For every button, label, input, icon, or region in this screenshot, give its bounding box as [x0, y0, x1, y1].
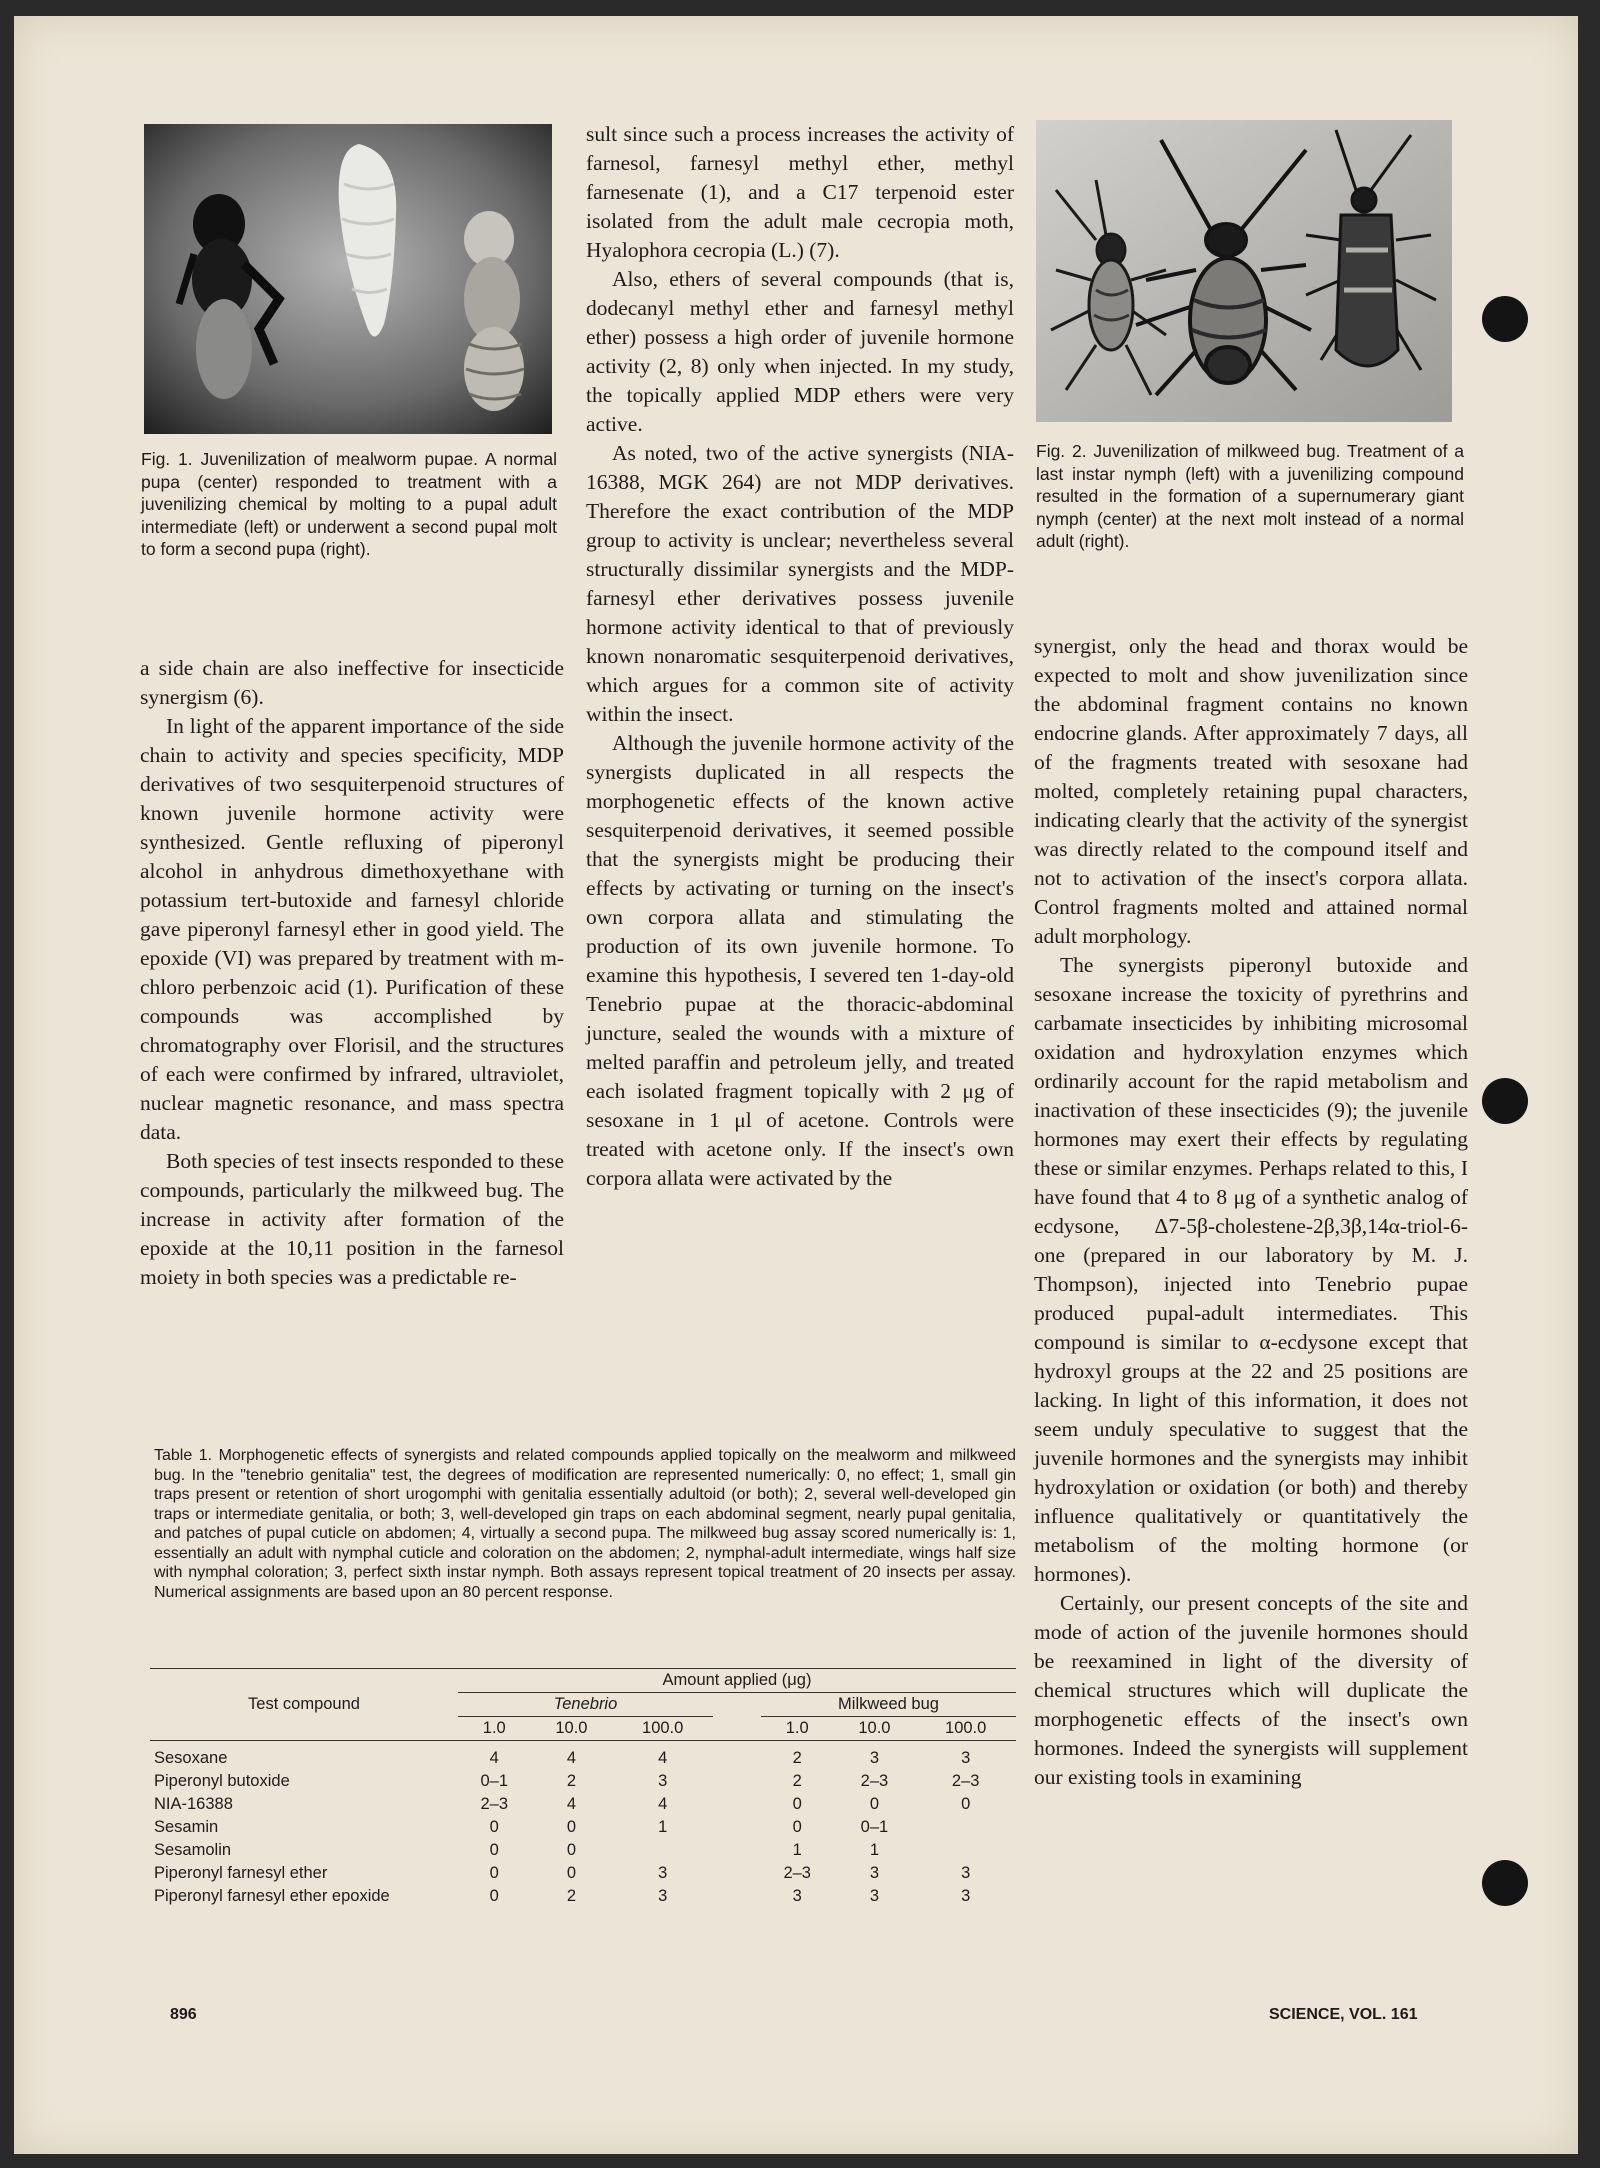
journal-footer: SCIENCE, VOL. 161 — [1269, 2006, 1418, 2023]
cell-milkweed-value: 2–3 — [860, 1772, 889, 1790]
fig1-caption: Fig. 1. Juvenilization of mealworm pupae. A normal pupa (center) responded to treatment with a juvenilizing chemical by molting to a pupal adult intermediate (left) or underwent a second pupal molt to form a second pupa (right). — [141, 449, 557, 559]
cell-tenebrio-value: 3 — [658, 1864, 668, 1882]
table-row — [150, 1885, 1016, 1908]
cell-tenebrio-value: 0–1 — [480, 1772, 509, 1790]
cell-spacer — [713, 1885, 761, 1908]
cell-tenebrio-value: 4 — [658, 1749, 668, 1767]
fig1-photo-svg — [144, 124, 552, 434]
cell-milkweed-value: 3 — [792, 1887, 802, 1905]
header-dose: 1.0 — [785, 1719, 809, 1737]
cell-tenebrio-value: 3 — [658, 1772, 668, 1790]
right-paragraph-3: Certainly, our present concepts of the site and mode of action of the juvenile hormones should be reexamined in light of the diversity of chemical structures which will duplicate the morphogenetic effects of the insect's own hormones. Indeed the synergists will supplement our existing tools in examining — [1034, 1591, 1468, 1789]
cell-tenebrio-value: 2 — [566, 1772, 577, 1790]
middle-paragraph-3: As noted, two of the active synergists (NIA-16388, MGK 264) are not MDP derivatives. Therefore the exact contribution of the MDP group to activity is unclear; nevertheless several structurally dissimilar synergists and the MDP-farnesyl ether derivatives possess juvenile hormone activity identical to that of previously known nonaromatic sesquiterpenoid derivatives, which argues for a common site of activity within the insect. — [586, 441, 1014, 726]
cell-tenebrio-value: 0 — [489, 1841, 499, 1859]
cell-tenebrio-value: 0 — [489, 1864, 499, 1882]
cell-spacer — [713, 1770, 761, 1793]
cell-tenebrio-value: 0 — [566, 1818, 577, 1836]
cell-compound-name: Sesoxane — [154, 1749, 228, 1767]
cell-tenebrio-value: 4 — [489, 1749, 499, 1767]
middle-paragraph-2: Also, ethers of several compounds (that is, dodecanyl methyl ether and farnesyl methyl ether) possess a high order of juvenile hormone activity (2, 8) only when injected. In my study, the topically applied MDP ethers were very active. — [586, 267, 1014, 436]
header-dose: 1.0 — [482, 1719, 506, 1737]
table-row — [150, 1741, 1016, 1771]
cell-tenebrio-value: 1 — [658, 1818, 668, 1836]
cell-milkweed-value: 1 — [792, 1841, 802, 1859]
cell-tenebrio-value: 0 — [566, 1841, 577, 1859]
journal-page — [14, 16, 1578, 2154]
cell-milkweed-value: 3 — [961, 1864, 971, 1882]
punch-hole-middle — [1482, 1078, 1528, 1124]
cell-milkweed-value: 2 — [792, 1749, 802, 1767]
left-column — [140, 654, 564, 1292]
header-spacer — [713, 1693, 761, 1717]
cell-tenebrio-value: 0 — [566, 1864, 577, 1882]
cell-tenebrio-value: 2 — [566, 1887, 577, 1905]
punch-hole-top — [1482, 296, 1528, 342]
data-table — [150, 1668, 1016, 1908]
cell-tenebrio-value: 3 — [658, 1887, 668, 1905]
header-dose: 100.0 — [945, 1719, 987, 1737]
fig1-photo — [144, 124, 552, 434]
cell-compound-name: Piperonyl butoxide — [154, 1772, 290, 1790]
left-paragraph-3: Both species of test insects responded to these compounds, particularly the milkweed bug. The increase in activity after formation of the epoxide at the 10,11 position in the farnesol moiety in both species was a predictable re- — [140, 1149, 564, 1289]
cell-tenebrio-value: 4 — [658, 1795, 668, 1813]
header-dose: 10.0 — [555, 1719, 588, 1737]
right-column — [1034, 632, 1468, 1792]
cell-milkweed-value: 0 — [792, 1818, 802, 1836]
middle-column — [586, 120, 1014, 1193]
cell-tenebrio-value: 4 — [566, 1795, 577, 1813]
cell-milkweed-value: 3 — [869, 1887, 879, 1905]
cell-tenebrio-value: 0 — [489, 1887, 499, 1905]
cell-tenebrio-value — [612, 1839, 713, 1862]
fig2-caption: Fig. 2. Juvenilization of milkweed bug. Treatment of a last instar nymph (left) with a juvenilizing compound resulted in the formation of a supernumerary giant nymph (center) at the next molt instead of a normal adult (right). — [1036, 441, 1464, 551]
middle-paragraph-4: Although the juvenile hormone activity of the synergists duplicated in all respects the morphogenetic effects of the known active sesquiterpenoid derivatives, it seemed possible that the synergists might be producing their effects by activating or turning on the insect's own corpora allata and stimulating the production of its own juvenile hormone. To examine this hypothesis, I severed ten 1-day-old Tenebrio pupae at the thoracic-abdominal juncture, sealed the wounds with a mixture of melted paraffin and petroleum jelly, and treated each isolated fragment topically with 2 μg of sesoxane in 1 μl of acetone. Controls were treated with acetone only. If the insect's own corpora allata were activated by the — [586, 731, 1014, 1190]
header-group-milkweed: Milkweed bug — [761, 1693, 1016, 1717]
cell-spacer — [713, 1862, 761, 1885]
cell-milkweed-value: 3 — [869, 1864, 879, 1882]
cell-milkweed-value — [915, 1839, 1016, 1862]
cell-tenebrio-value: 4 — [566, 1749, 577, 1767]
header-test-compound: Test compound — [248, 1695, 360, 1713]
table-row — [150, 1770, 1016, 1793]
page-number: 896 — [170, 2006, 197, 2023]
cell-milkweed-value: 0 — [792, 1795, 802, 1813]
header-amount-applied: Amount applied (μg) — [458, 1669, 1016, 1693]
header-dose: 100.0 — [642, 1719, 684, 1737]
table-row — [150, 1862, 1016, 1885]
cell-milkweed-value: 1 — [869, 1841, 879, 1859]
cell-milkweed-value: 0 — [869, 1795, 879, 1813]
cell-milkweed-value — [915, 1816, 1016, 1839]
cell-compound-name: Sesamolin — [154, 1841, 232, 1859]
fig2-photo-svg — [1036, 120, 1452, 422]
right-paragraph-1: synergist, only the head and thorax would be expected to molt and show juvenilization since the abdominal fragment contains no known endocrine glands. After approximately 7 days, all of the fragments treated with sesoxane had molted, completely retaining pupal characters, indicating clearly that the activity of the synergist was directly related to the compound itself and not to activation of the insect's corpora allata. Control fragments molted and attained normal adult morphology. — [1034, 634, 1468, 948]
cell-milkweed-value: 2 — [792, 1772, 802, 1790]
middle-paragraph-1: sult since such a process increases the activity of farnesol, farnesyl methyl ether, methyl farnesenate (1), and a C17 terpenoid ester isolated from the adult male cecropia moth, Hyalophora cecropia (L.) (7). — [586, 122, 1014, 262]
table-row — [150, 1816, 1016, 1839]
cell-compound-name: Piperonyl farnesyl ether — [154, 1864, 328, 1882]
cell-compound-name: NIA-16388 — [154, 1795, 233, 1813]
table-row — [150, 1793, 1016, 1816]
fig2-photo — [1036, 120, 1452, 422]
table-body — [150, 1741, 1016, 1909]
cell-milkweed-value: 3 — [961, 1887, 971, 1905]
left-paragraph-2: In light of the apparent importance of the side chain to activity and species specificity, MDP derivatives of two sesquiterpenoid structures of known juvenile hormone activity were synthesized. Gentle refluxing of piperonyl alcohol in anhydrous dimethoxyethane with potassium tert-butoxide and farnesyl chloride gave piperonyl farnesyl ether in good yield. The epoxide (VI) was prepared by treatment with m-chloro perbenzoic acid (1). Purification of these compounds was accomplished by chromatography over Florisil, and the structures of each were confirmed by infrared, ultraviolet, nuclear magnetic resonance, and mass spectra data. — [140, 714, 564, 1144]
cell-milkweed-value: 0–1 — [860, 1818, 889, 1836]
cell-compound-name: Sesamin — [154, 1818, 219, 1836]
left-paragraph-1: a side chain are also ineffective for insecticide synergism (6). — [140, 656, 564, 709]
table-caption: Table 1. Morphogenetic effects of synergists and related compounds applied topically on the mealworm and milkweed bug. In the "tenebrio genitalia" test, the degrees of modification are represented numerically: 0, no effect; 1, small gin traps present or retention of short urogomphi with genitalia essentially adultoid (or both); 2, several well-developed gin traps or intermediate genitalia, or both; 3, well-developed gin traps on each abdominal segment, nearly pupal genitalia, and patches of pupal cuticle on abdomen; 4, virtually a second pupa. The milkweed bug assay scored numerically is: 1, essentially an adult with nymphal cuticle and coloration on the abdomen; 2, nymphal-adult intermediate, wings half size with nymphal coloration; 3, perfect sixth instar nymph. Both assays represent topical treatment of 20 insects per assay. Numerical assignments are based upon an 80 percent response. — [154, 1447, 1016, 1601]
cell-tenebrio-value: 0 — [489, 1818, 499, 1836]
right-paragraph-2: The synergists piperonyl butoxide and sesoxane increase the toxicity of pyrethrins and carbamate insecticides by inhibiting microsomal oxidation and hydroxylation enzymes which ordinarily account for the rapid metabolism and inactivation of these insecticides (9); the juvenile hormones may exert their effects by regulating these or similar enzymes. Perhaps related to this, I have found that 4 to 8 μg of a synthetic analog of ecdysone, Δ7-5β-cholestene-2β,3β,14α-triol-6-one (prepared in our laboratory by M. J. Thompson), injected into Tenebrio pupae produced pupal-adult intermediates. This compound is similar to α-ecdysone except that hydroxyl groups at the 22 and 25 positions are lacking. In light of this information, it does not seem unduly speculative to suggest that the juvenile hormones and the synergists may inhibit hydroxylation or oxidation (or both) and thereby influence qualitatively or quantitatively the metabolism of the molting hormone (or hormones). — [1034, 953, 1468, 1586]
cell-spacer — [713, 1741, 761, 1771]
header-group-tenebrio: Tenebrio — [458, 1693, 713, 1717]
table-row — [150, 1839, 1016, 1862]
cell-milkweed-value: 3 — [869, 1749, 879, 1767]
cell-spacer — [713, 1793, 761, 1816]
cell-compound-name: Piperonyl farnesyl ether epoxide — [154, 1887, 390, 1905]
cell-milkweed-value: 3 — [961, 1749, 971, 1767]
cell-milkweed-value: 2–3 — [951, 1772, 980, 1790]
header-dose: 10.0 — [858, 1719, 891, 1737]
cell-milkweed-value: 2–3 — [783, 1864, 811, 1882]
cell-tenebrio-value: 2–3 — [480, 1795, 509, 1813]
cell-spacer — [713, 1839, 761, 1862]
cell-milkweed-value: 0 — [961, 1795, 971, 1813]
header-spacer — [713, 1717, 761, 1741]
cell-spacer — [713, 1816, 761, 1839]
punch-hole-bottom — [1482, 1860, 1528, 1906]
